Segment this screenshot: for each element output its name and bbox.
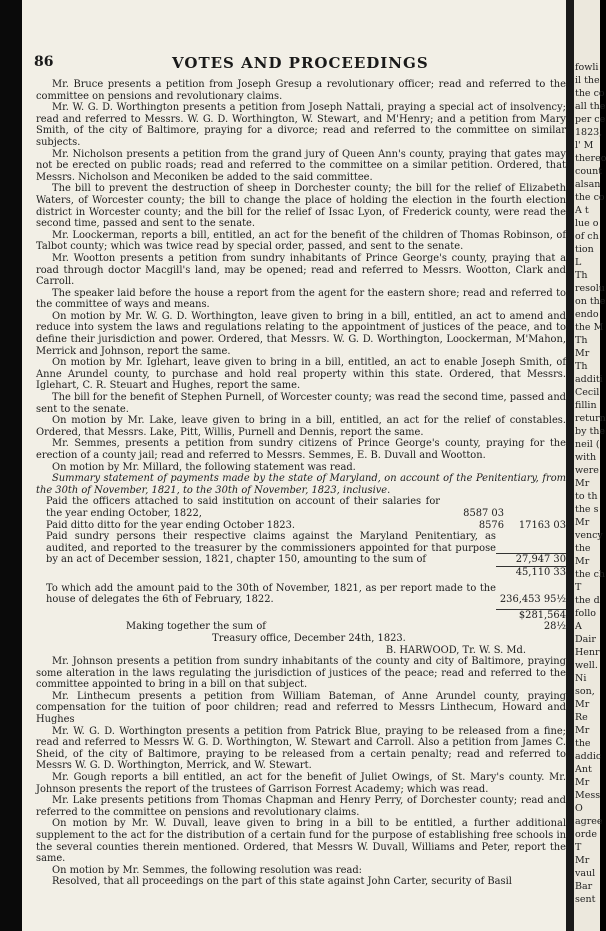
statement-row <box>36 520 566 532</box>
paragraph: Mr. Wootton presents a petition from sundry inhabitants of Prince George's county, praying that a road through doctor Macgill's land, may be opened; read and referred to Messrs. Wootton, Clark and Carroll. <box>36 252 566 288</box>
next-page-fragment: A <box>575 621 582 632</box>
paragraph: The speaker laid before the house a report from the agent for the eastern shore; read and referred to the committee of ways and means. <box>36 287 566 311</box>
statement-row <box>36 531 566 566</box>
next-page-fragment: Mr <box>575 855 590 866</box>
next-page-fragment: Mr <box>575 777 590 788</box>
next-page-fragment: 1823, <box>575 127 603 138</box>
paragraph: Mr. W. G. D. Worthington presents a petition from Joseph Nattali, praying a special act of insolvency; read and referred to Messrs. W. G. D. Worthington, W. Stewart, and M'Henry; and a petition from Mary Smith, of the city of Baltimore, praying for a divorce; read and referred to the committee on similar subjects. <box>36 102 566 148</box>
next-page-fragment: return <box>575 413 606 424</box>
next-page-fragment: Dair <box>575 634 596 645</box>
next-page-fragment: on the <box>575 296 606 307</box>
next-page-fragment: vaul <box>575 868 596 879</box>
document-page <box>22 0 570 931</box>
next-page-fragment: vency <box>575 530 603 541</box>
paragraph: On motion by Mr. W. Duvall, leave given to bring in a bill to be entitled, a further additional supplement to the act for the distribution of a certain fund for the purpose of establishing free schools in the several counties therein mentioned. Ordered, that Messrs W. Duvall, Williams and Peter, report the same. <box>36 818 566 865</box>
page-number: 86 <box>34 54 54 70</box>
next-page-fragment: of ch <box>575 231 599 242</box>
statement-row-label: To which add the amount paid to the 30th of November, 1821, as per report made to the house of delegates the 6th of February, 1822. <box>46 582 496 606</box>
next-page-fragment: orde <box>575 829 597 840</box>
next-page-fragment: neil ( <box>575 439 600 450</box>
next-page-fragment: the co <box>575 88 605 99</box>
next-page-fragment: endo <box>575 309 599 320</box>
next-page-fragment: Th <box>575 361 588 372</box>
statement-grand-row <box>36 609 566 633</box>
next-page-fragment: the s <box>575 504 599 515</box>
next-page-fragment: Mess <box>575 790 601 801</box>
next-page-fragment: Re <box>575 712 588 723</box>
next-page-fragment: fowli <box>575 62 599 73</box>
paragraph: Mr. Bruce presents a petition from Joseph Gresup a revolutionary officer; read and referred to the committee on pensions and revolutionary claims. <box>36 79 566 102</box>
paragraph: Resolved, that all proceedings on the part of this state against John Carter, security of Basil <box>52 876 512 888</box>
next-page-fragment: Ni <box>575 673 587 684</box>
statement-row-label: Paid ditto ditto for the year ending October 1823. <box>46 519 295 531</box>
statement-row-label: Paid the officers attached to said institution on account of their salaries for the year ending October, 1822, <box>46 496 440 519</box>
next-page-fragment: O <box>575 803 583 814</box>
next-page-fragment: count <box>575 166 603 177</box>
next-page-fragment: T <box>575 842 582 853</box>
paragraph: On motion by Mr. Millard, the following statement was read. <box>52 461 356 473</box>
next-page-fragment: agree <box>575 816 603 827</box>
statement-row-label: Paid sundry persons their respective claims against the Maryland Penitentiary, as audited, and reported to the treasurer by the commissioners appointed for that purpose by an act of December session, 1821, chapter 150, amounting to the sum of <box>46 531 496 566</box>
next-page-fragment: Th <box>575 335 588 346</box>
next-page-fragment: Mr <box>575 348 590 359</box>
next-page-fragment: to th <box>575 491 598 502</box>
next-page-fragment: well. <box>575 660 598 671</box>
statement-signature: B. HARWOOD, Tr. W. S. Md. <box>385 644 526 656</box>
next-page-fragment: Mr <box>575 725 590 736</box>
next-page-fragment: Mr <box>575 517 590 528</box>
paragraph: Mr. Nicholson presents a petition from the grand jury of Queen Ann's county, praying that gates may not be erected on public roads; read and referred to the committee on a similar petition. Ordered, that Messrs. Nicholson and Meconiken be added to the said committee. <box>36 148 566 183</box>
next-page-fragment: with <box>575 452 597 463</box>
next-page-fragment: A t <box>575 205 589 216</box>
next-page-fragment: by the <box>575 426 606 437</box>
next-page-fragment: follo <box>575 608 597 619</box>
paragraph: Mr. Lake presents petitions from Thomas Chapman and Henry Perry, of Dorchester county; read and referred to the committee on pensions and revolutionary claims. <box>36 795 566 818</box>
next-page-fragment: per ce <box>575 114 606 125</box>
running-head: VOTES AND PROCEEDINGS <box>172 54 429 72</box>
next-page-fragment: all the <box>575 101 606 112</box>
paragraph: Mr. Gough reports a bill entitled, an act for the benefit of Juliet Owings, of St. Mary's county. Mr. Johnson presents the report of the trustees of Garrison Forrest Academy; which was read. <box>36 772 566 795</box>
next-page-fragment: sent <box>575 894 596 905</box>
next-page-fragment: Mr <box>575 556 590 567</box>
paragraph: On motion by Mr. W. G. D. Worthington, leave given to bring in a bill, entitled, an act to amend and reduce into system the laws and regulations relating to the appointment of justices of the peace, and to define their jurisdiction and power. Ordered, that Messrs. W. G. D. Worthington, Loockerman, M'Mahon, Merrick and Johnson, report the same. <box>36 310 566 357</box>
next-page-fragment: Bar <box>575 881 593 892</box>
next-page-fragment: additi <box>575 374 603 385</box>
next-page-edge <box>574 0 606 931</box>
next-page-fragment: Mr <box>575 699 590 710</box>
next-page-fragment: the M <box>575 322 604 333</box>
statement-dateline: Treasury office, December 24th, 1823. <box>212 632 406 644</box>
next-page-fragment: Cecil <box>575 387 600 398</box>
statement-total: 45,110 33 <box>496 566 566 579</box>
next-page-fragment: the <box>575 543 591 554</box>
paragraph: Mr. Johnson presents a petition from sundry inhabitants of the county and city of Baltimore, praying some alteration in the laws regulating the jurisdiction of justices of the peace; read and referred to the committee appointed to bring in a bill on that subject. <box>36 656 566 691</box>
next-page-fragment: l' M <box>575 140 594 151</box>
statement-grand-label: Making together the sum of <box>126 621 266 633</box>
scan-left-margin <box>0 0 22 931</box>
next-page-fragment: alsan <box>575 179 601 190</box>
next-page-fragment: resolu <box>575 283 605 294</box>
next-page-fragment: were <box>575 465 599 476</box>
next-page-fragment: il the <box>575 75 600 86</box>
statement-total-row <box>36 566 566 579</box>
next-page-fragment: lue o <box>575 218 599 229</box>
next-page-fragment: Mr <box>575 478 590 489</box>
page-gutter <box>566 0 574 931</box>
statement-row-amount: 8576 <box>478 519 504 531</box>
statement-title: Summary statement of payments made by the state of Maryland, on account of the Penitentiary, from the 30th of November, 1821, to the 30th of November, 1823, inclusive. <box>36 473 566 496</box>
next-page-fragment: the ch <box>575 569 606 580</box>
next-page-fragment: addic <box>575 751 602 762</box>
next-page-fragment: L <box>575 257 582 268</box>
statement-row-amount: 236,453 95½ <box>499 594 566 606</box>
paragraph: On motion by Mr. Iglehart, leave given to bring in a bill, entitled, an act to enable Joseph Smith, of Anne Arundel county, to purchase and hold real property within this state. Ordered, that Messrs. Iglehart, C. R. Steuart and Hughes, report the same. <box>36 357 566 392</box>
next-page-fragment: thereo <box>575 153 606 164</box>
statement-row <box>36 583 566 606</box>
statement-row-subtotal: 17163 03 <box>518 519 566 531</box>
paragraph: The bill for the benefit of Stephen Purnell, of Worcester county; was read the second time, passed and sent to the senate. <box>36 392 566 415</box>
next-page-fragment: the <box>575 738 591 749</box>
next-page-fragment: Th <box>575 270 588 281</box>
paragraph: The bill to prevent the destruction of sheep in Dorchester county; the bill for the relief of Elizabeth Waters, of Worcester county; the bill to change the place of holding the election in the fourth election district in Worcester county; and the bill for the relief of Issac Lyon, of Frederick county, were read the second time, passed and sent to the senate. <box>36 183 566 230</box>
paragraph: Mr. Linthecum presents a petition from William Bateman, of Anne Arundel county, praying compensation for the tuition of poor children; read and referred to Messrs Linthecum, Howard and Hughes <box>36 690 566 726</box>
next-page-fragment: tion <box>575 244 594 255</box>
paragraph: On motion by Mr. Semmes, the following resolution was read: <box>52 864 362 876</box>
statement-row <box>36 496 566 519</box>
next-page-fragment: T <box>575 582 582 593</box>
next-page-fragment: Henr <box>575 647 600 658</box>
statement-row-amount: 8587 03 <box>463 507 504 519</box>
next-page-fragment: fillin <box>575 400 597 411</box>
next-page-fragment: son, <box>575 686 595 697</box>
next-page-fragment: the d <box>575 595 600 606</box>
paragraph: Mr. W. G. D. Worthington presents a petition from Patrick Blue, praying to be released from a fine; read and referred to Messrs W. G. D. Worthington, W. Stewart and Carroll. Also a petition from James C. Sheid, of the city of Baltimore, praying to be released from a certain penalty; read and referred to Messrs W. G. D. Worthington, Merrick, and W. Stewart. <box>36 725 566 772</box>
paragraph: Mr. Loockerman, reports a bill, entitled, an act for the benefit of the children of Thomas Robinson, of Talbot county; which was twice read by special order, passed, and sent to the senate. <box>36 229 566 253</box>
statement-row-amount: 27,947 30 <box>496 553 566 566</box>
next-page-fragment: Ant <box>575 764 592 775</box>
page-body <box>36 79 566 888</box>
next-page-fragment: the co <box>575 192 605 203</box>
paragraph: Mr. Semmes, presents a petition from sundry citizens of Prince George's county, praying for the erection of a county jail; read and referred to Messrs. Semmes, E. B. Duvall and Wootton. <box>36 438 566 461</box>
statement-grand-total: $281,564 28½ <box>496 609 566 633</box>
paragraph: On motion by Mr. Lake, leave given to bring in a bill, entitled, an act for the relief of constables. Ordered, that Messrs. Lake, Pitt, Willis, Purnell and Dennis, report the same. <box>36 415 566 438</box>
